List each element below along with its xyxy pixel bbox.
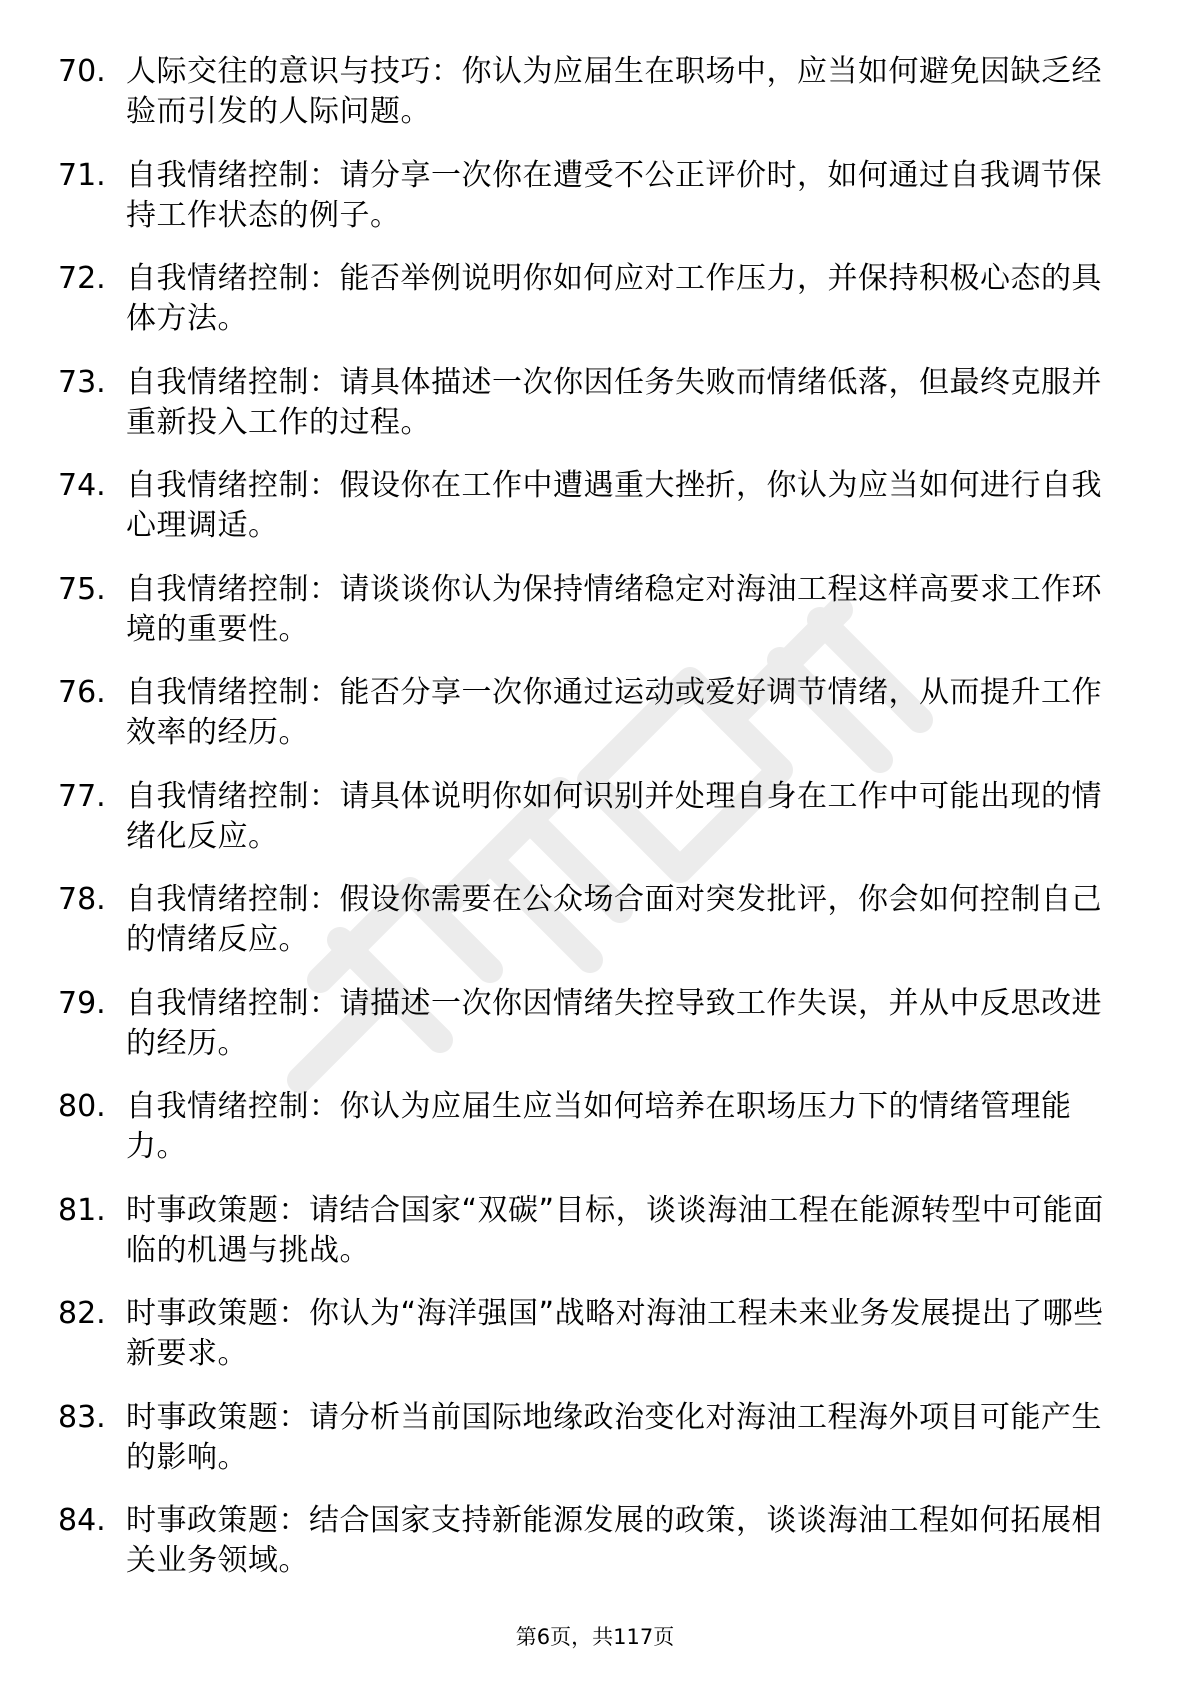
question-text: 自我情绪控制：请描述一次你因情绪失控导致工作失误，并从中反思改进的经历。 [126,985,1102,1061]
page-footer: 第6页，共117页 [515,1625,675,1649]
question-text: 时事政策题：结合国家支持新能源发展的政策，谈谈海油工程如何拓展相关业务领域。 [126,1503,1102,1578]
question-text: 自我情绪控制：请分享一次你在遭受不公正评价时，如何通过自我调节保持工作状态的例子。 [126,157,1102,233]
question-number: 78. [58,882,106,917]
list-item [58,570,1138,674]
question-text: 时事政策题：请分析当前国际地缘政治变化对海油工程海外项目可能产生的影响。 [126,1399,1102,1475]
question-list [58,52,1138,1605]
list-item [58,880,1138,984]
list-item [58,1294,1138,1398]
list-item [58,1501,1138,1605]
question-number: 73. [58,364,106,400]
question-number: 76. [58,675,106,710]
question-number: 79. [58,985,106,1021]
question-number: 70. [58,54,106,89]
list-item [58,777,1138,881]
question-text: 时事政策题：你认为“海洋强国”战略对海油工程未来业务发展提出了哪些新要求。 [126,1296,1104,1371]
question-number: 72. [58,261,106,296]
question-number: 74. [58,468,106,503]
question-number: 71. [58,157,106,193]
question-text: 自我情绪控制：能否分享一次你通过运动或爱好调节情绪，从而提升工作效率的经历。 [126,675,1102,750]
question-text: 自我情绪控制：请具体说明你如何识别并处理自身在工作中可能出现的情绪化反应。 [126,778,1102,854]
list-item [58,363,1138,467]
list-item [58,259,1138,363]
list-item [58,673,1138,777]
question-text: 自我情绪控制：假设你需要在公众场合面对突发批评，你会如何控制自己的情绪反应。 [126,882,1102,957]
question-number: 80. [58,1089,106,1124]
question-number: 82. [58,1296,106,1331]
question-text: 自我情绪控制：请具体描述一次你因任务失败而情绪低落，但最终克服并重新投入工作的过程。 [126,364,1102,440]
list-item [58,1087,1138,1191]
question-number: 77. [58,778,106,814]
question-number: 75. [58,571,106,607]
list-item [58,52,1138,156]
question-text: 自我情绪控制：请谈谈你认为保持情绪稳定对海油工程这样高要求工作环境的重要性。 [126,571,1102,647]
question-text: 时事政策题：请结合国家“双碳”目标，谈谈海油工程在能源转型中可能面临的机遇与挑战。 [126,1192,1104,1268]
list-item [58,984,1138,1088]
list-item [58,156,1138,260]
list-item [58,1398,1138,1502]
list-item [58,1191,1138,1295]
question-number: 83. [58,1399,106,1435]
list-item [58,466,1138,570]
question-number: 84. [58,1503,106,1538]
question-text: 自我情绪控制：你认为应届生应当如何培养在职场压力下的情绪管理能力。 [126,1089,1072,1164]
question-text: 自我情绪控制：能否举例说明你如何应对工作压力，并保持积极心态的具体方法。 [126,261,1102,336]
question-text: 自我情绪控制：假设你在工作中遭遇重大挫折，你认为应当如何进行自我心理调适。 [126,468,1102,543]
question-text: 人际交往的意识与技巧：你认为应届生在职场中，应当如何避免因缺乏经验而引发的人际问题。 [126,54,1102,129]
question-number: 81. [58,1192,106,1228]
